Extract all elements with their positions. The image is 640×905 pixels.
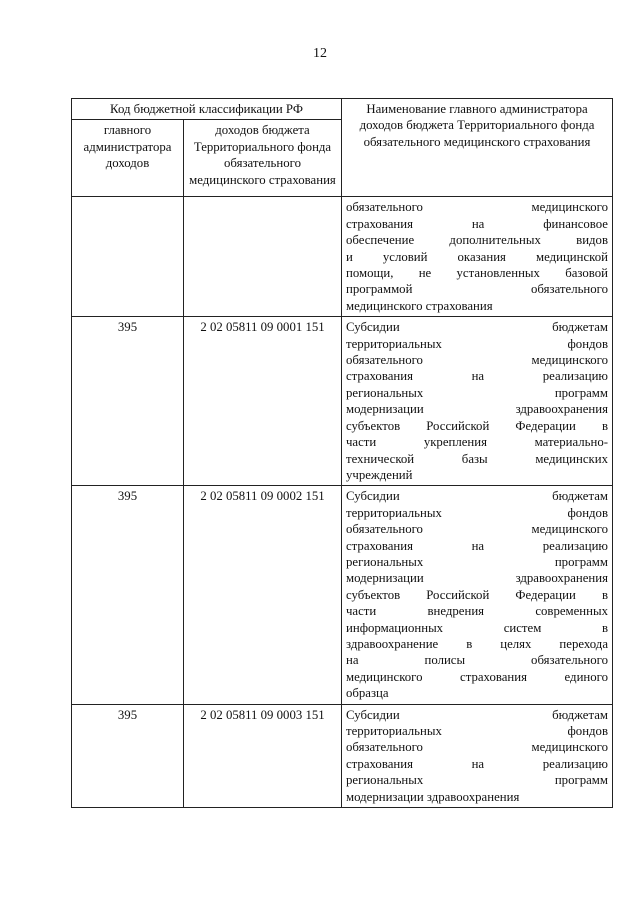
name-text-line: территориальных фондов <box>346 336 608 351</box>
name-text-line: обязательного медицинского <box>346 200 608 215</box>
name-text-line: модернизации здравоохранения <box>346 571 608 586</box>
name-text-line: региональных программ <box>346 385 608 400</box>
cell-income-code: 2 02 05811 09 0002 151 <box>184 486 342 704</box>
header-budget-classification-code: Код бюджетной классификации РФ <box>72 99 342 120</box>
cell-administrator-code: 395 <box>72 317 184 486</box>
cell-income-code <box>184 197 342 317</box>
name-text-line: здравоохранение в целях перехода <box>346 636 608 651</box>
header-fund-income: доходов бюджета Территориального фонда обязательного медицинского страхования <box>184 120 342 197</box>
cell-income-name <box>342 317 613 486</box>
name-text-line: информационных систем в <box>346 620 608 635</box>
name-text-line: помощи, не установленных базовой <box>346 266 608 281</box>
cell-income-name <box>342 486 613 704</box>
cell-income-code: 2 02 05811 09 0001 151 <box>184 317 342 486</box>
name-text-line: обязательного медицинского <box>346 353 608 368</box>
name-text-line: страхования на финансовое <box>346 216 608 231</box>
cell-administrator-code: 395 <box>72 704 184 807</box>
name-text-line: обязательного медицинского <box>346 740 608 755</box>
name-text-line: субъектов Российской Федерации в <box>346 587 608 602</box>
header-administrator-name: Наименование главного администратора доходов бюджета Территориального фонда обязательного медицинского страхования <box>342 99 613 197</box>
cell-income-name <box>342 704 613 807</box>
name-text-line: страхования на реализацию <box>346 369 608 384</box>
name-text-line: региональных программ <box>346 554 608 569</box>
cell-income-name <box>342 197 613 317</box>
table-row <box>72 704 613 807</box>
budget-classification-table <box>71 98 613 808</box>
name-text-line: модернизации здравоохранения <box>346 402 608 417</box>
table-header-row <box>72 99 613 120</box>
name-text-line: части внедрения современных <box>346 604 608 619</box>
name-text-line: обеспечение дополнительных видов <box>346 233 608 248</box>
name-text-line: технической базы медицинских <box>346 451 608 466</box>
table-row <box>72 486 613 704</box>
name-text-line: образца <box>346 686 389 701</box>
name-text-line: страхования на реализацию <box>346 756 608 771</box>
name-text-line: обязательного медицинского <box>346 522 608 537</box>
name-text-line: и условий оказания медицинской <box>346 249 608 264</box>
name-text-line: медицинского страхования единого <box>346 669 608 684</box>
name-text-line: территориальных фондов <box>346 505 608 520</box>
cell-income-code: 2 02 05811 09 0003 151 <box>184 704 342 807</box>
name-text-line: части укрепления материально- <box>346 435 608 450</box>
name-text-line: страхования на реализацию <box>346 538 608 553</box>
name-text-line: Субсидии бюджетам <box>346 707 608 722</box>
name-text-line: региональных программ <box>346 773 608 788</box>
table-body <box>72 197 613 808</box>
name-text-line: Субсидии бюджетам <box>346 320 608 335</box>
name-text-line: Субсидии бюджетам <box>346 489 608 504</box>
cell-administrator-code: 395 <box>72 486 184 704</box>
name-text-line: модернизации здравоохранения <box>346 789 520 804</box>
name-text-line: медицинского страхования <box>346 298 493 313</box>
name-text-line: субъектов Российской Федерации в <box>346 418 608 433</box>
name-text-line: на полисы обязательного <box>346 653 608 668</box>
name-text-line: территориальных фондов <box>346 724 608 738</box>
table-row <box>72 197 613 317</box>
name-text-line: программой обязательного <box>346 282 608 297</box>
table-row <box>72 317 613 486</box>
header-main-administrator: главного администратора доходов <box>72 120 184 197</box>
page-number: 12 <box>313 46 327 61</box>
name-text-line: учреждений <box>346 467 413 482</box>
cell-administrator-code <box>72 197 184 317</box>
